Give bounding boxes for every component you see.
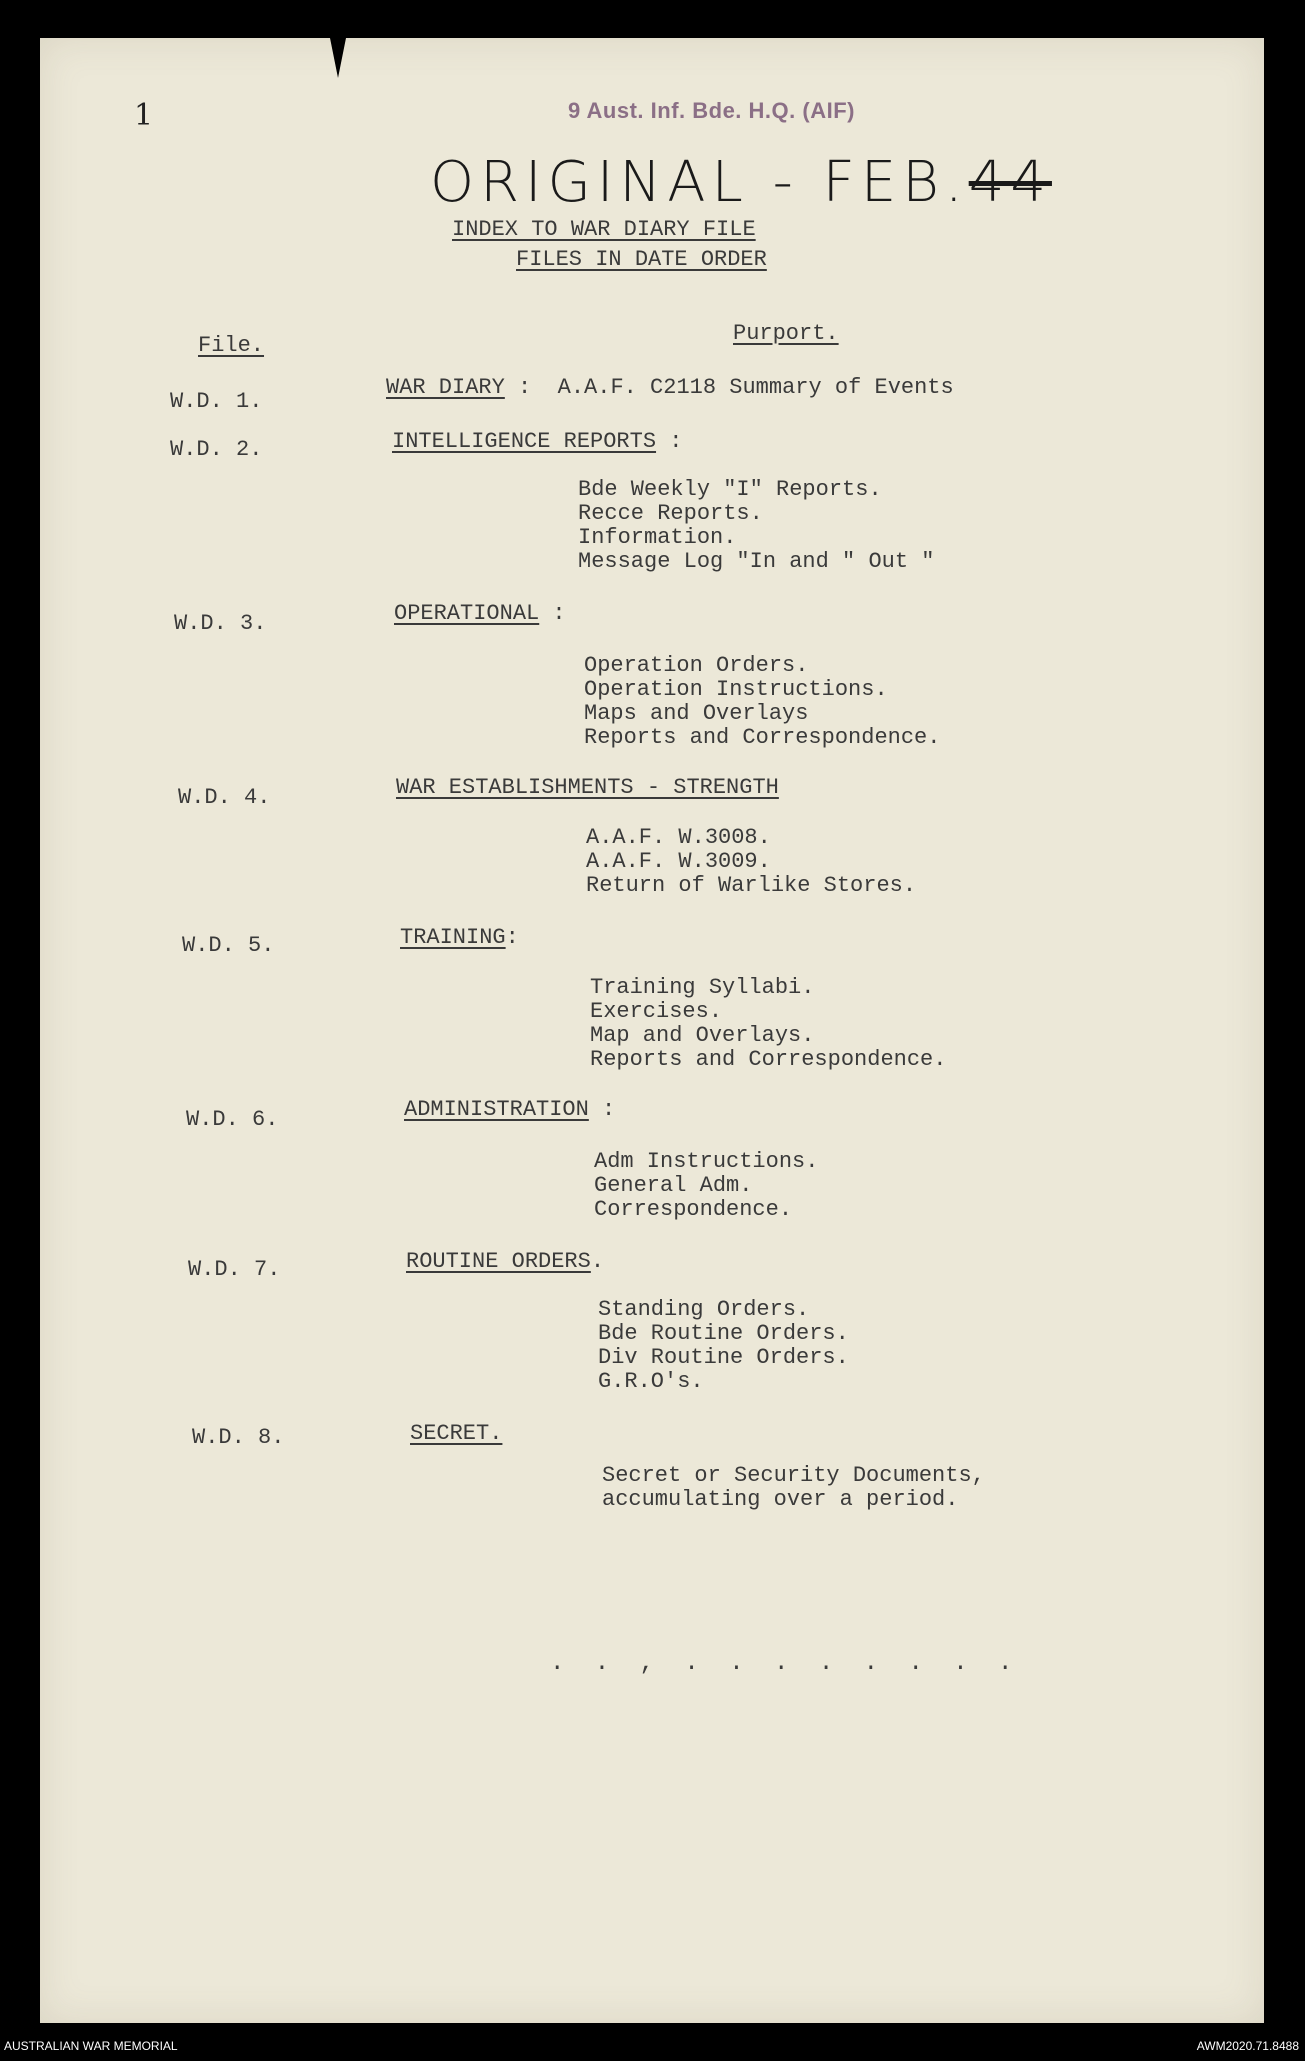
column-header-purport: Purport. [733, 321, 839, 346]
entry-item: Correspondence. [594, 1197, 793, 1222]
entry-item: Adm Instructions. [594, 1149, 819, 1174]
entry-item: General Adm. [594, 1173, 753, 1198]
entry-item: G.R.O's. [598, 1369, 704, 1394]
entry-file-number: W.D. 3. [174, 611, 267, 636]
entry-item: Recce Reports. [578, 501, 763, 526]
entry-file-number: W.D. 8. [192, 1425, 285, 1450]
entry-item: Operation Orders. [584, 653, 809, 678]
entry-item: Training Syllabi. [590, 975, 815, 1000]
entry-item: Message Log "In and " Out " [578, 549, 935, 574]
entry-item: Operation Instructions. [584, 677, 888, 702]
entry-item: Reports and Correspondence. [590, 1047, 947, 1072]
entry-file-number: W.D. 2. [170, 437, 263, 462]
footer-source: AUSTRALIAN WAR MEMORIAL [4, 2039, 178, 2053]
entry-item: Maps and Overlays [584, 701, 809, 726]
entry-item: A.A.F. W.3009. [586, 849, 771, 874]
entry-heading: ROUTINE ORDERS. [406, 1249, 605, 1274]
entry-heading: WAR DIARY : A.A.F. C2118 Summary of Events [386, 375, 954, 400]
entry-item: Reports and Correspondence. [584, 725, 941, 750]
entry-heading: SECRET. [410, 1421, 503, 1446]
entry-heading: OPERATIONAL : [394, 601, 566, 626]
entry-item: Standing Orders. [598, 1297, 810, 1322]
end-dots: . . , . . . . . . . . [550, 1650, 1021, 1677]
entry-item: Secret or Security Documents, [602, 1463, 985, 1488]
entry-item: Bde Weekly "I" Reports. [578, 477, 882, 502]
entry-item: Map and Overlays. [590, 1023, 815, 1048]
entry-heading: WAR ESTABLISHMENTS - STRENGTH [396, 775, 779, 800]
document-title: INDEX TO WAR DIARY FILE [452, 217, 756, 242]
column-header-file: File. [198, 333, 265, 358]
handwritten-struck-number: 44 [968, 150, 1052, 215]
paper-tear [330, 38, 346, 78]
document-subtitle: FILES IN DATE ORDER [516, 247, 767, 272]
entry-item: Information. [578, 525, 737, 550]
entry-item: Return of Warlike Stores. [586, 873, 917, 898]
handwritten-word: ORIGINAL - FEB. [430, 150, 969, 215]
entry-file-number: W.D. 7. [188, 1257, 281, 1282]
entry-heading: ADMINISTRATION : [404, 1097, 616, 1122]
entry-item: Bde Routine Orders. [598, 1321, 849, 1346]
entry-file-number: W.D. 5. [182, 933, 275, 958]
entry-item: A.A.F. W.3008. [586, 825, 771, 850]
entry-heading: INTELLIGENCE REPORTS : [392, 429, 683, 454]
entry-item: accumulating over a period. [602, 1487, 959, 1512]
entry-file-number: W.D. 6. [186, 1107, 279, 1132]
entry-item: Div Routine Orders. [598, 1345, 849, 1370]
entry-heading: TRAINING: [400, 925, 519, 950]
entry-item: Exercises. [590, 999, 723, 1024]
footer-accession: AWM2020.71.8488 [1196, 2039, 1299, 2053]
entry-file-number: W.D. 1. [170, 389, 263, 414]
entry-file-number: W.D. 4. [178, 785, 271, 810]
corner-mark: 1 [134, 98, 154, 133]
unit-stamp: 9 Aust. Inf. Bde. H.Q. (AIF) [568, 98, 855, 123]
handwritten-annotation [430, 150, 1052, 215]
